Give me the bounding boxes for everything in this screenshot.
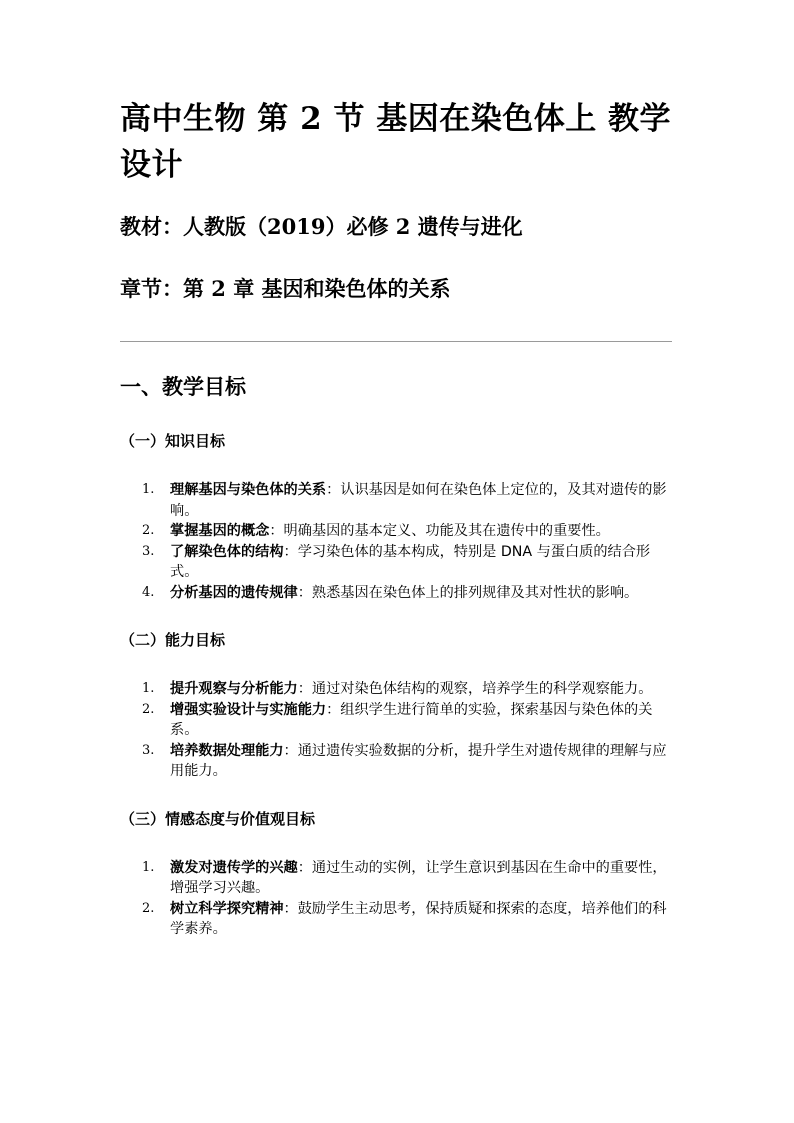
list-item (120, 679, 676, 700)
list-item-term: 掌握基因的概念 (170, 523, 270, 539)
list-item-text: ：组织学生进行简单的实验，探索基因与染色体的关系。 (170, 701, 653, 738)
list-item-text: ：熟悉基因在染色体上的排列规律及其对性状的影响。 (297, 584, 639, 601)
list-item-number: 1. (142, 482, 155, 497)
list-item-number: 1. (142, 681, 155, 696)
list-item-term: 理解基因与染色体的关系 (170, 482, 327, 498)
list-item-text: ：学习染色体的基本构成，特别是 DNA 与蛋白质的结合形式。 (170, 543, 651, 580)
subsection-title-ability: （二）能力目标 (120, 631, 226, 649)
list-item (120, 899, 676, 940)
list-item (120, 741, 676, 782)
list-item-text: ：通过对染色体结构的观察，培养学生的科学观察能力。 (297, 681, 653, 697)
chapter-info: 章节：第 2 章 基因和染色体的关系 (120, 276, 451, 301)
list-item-term: 提升观察与分析能力 (170, 681, 298, 697)
list-item-term: 了解染色体的结构 (170, 543, 284, 560)
list-item (120, 583, 676, 604)
list-item (120, 480, 676, 521)
list-item (120, 858, 676, 899)
list-item-text: ：鼓励学生主动思考，保持质疑和探索的态度，培养他们的科学素养。 (170, 900, 667, 937)
list-item-term: 激发对遗传学的兴趣 (170, 859, 298, 876)
list-item (120, 542, 676, 583)
list-item-number: 2. (142, 900, 155, 916)
list-item-text: ：通过遗传实验数据的分析，提升学生对遗传规律的理解与应用能力。 (170, 742, 667, 779)
attitude-goals-list (120, 858, 676, 940)
list-item-number: 3. (142, 742, 155, 758)
list-item-number: 2. (142, 523, 155, 538)
list-item-number: 4. (142, 584, 155, 600)
knowledge-goals-list (120, 480, 676, 603)
list-item-term: 培养数据处理能力 (170, 742, 284, 759)
ability-goals-list (120, 679, 676, 782)
list-item-number: 1. (142, 859, 155, 875)
list-item (120, 521, 676, 542)
list-item-text: ：通过生动的实例，让学生意识到基因在生命中的重要性，增强学习兴趣。 (170, 859, 667, 896)
document-page (120, 96, 676, 940)
list-item-text: ：明确基因的基本定义、功能及其在遗传中的重要性。 (269, 523, 610, 539)
list-item-term: 分析基因的遗传规律 (170, 584, 298, 601)
list-item-term: 树立科学探究精神 (170, 900, 284, 917)
horizontal-divider (120, 341, 672, 342)
section-title-teaching-goals: 一、教学目标 (120, 374, 246, 399)
list-item (120, 700, 676, 741)
textbook-info: 教材：人教版（2019）必修 2 遗传与进化 (120, 214, 523, 239)
document-title: 高中生物 第 2 节 基因在染色体上 教学设计 (120, 101, 672, 183)
list-item-number: 2. (142, 701, 155, 717)
subsection-title-attitude-values: （三）情感态度与价值观目标 (120, 809, 316, 828)
subsection-title-knowledge: （一）知识目标 (120, 432, 226, 450)
list-item-number: 3. (142, 543, 155, 559)
list-item-text: ：认识基因是如何在染色体上定位的，及其对遗传的影响。 (170, 482, 667, 519)
list-item-term: 增强实验设计与实施能力 (170, 701, 327, 718)
